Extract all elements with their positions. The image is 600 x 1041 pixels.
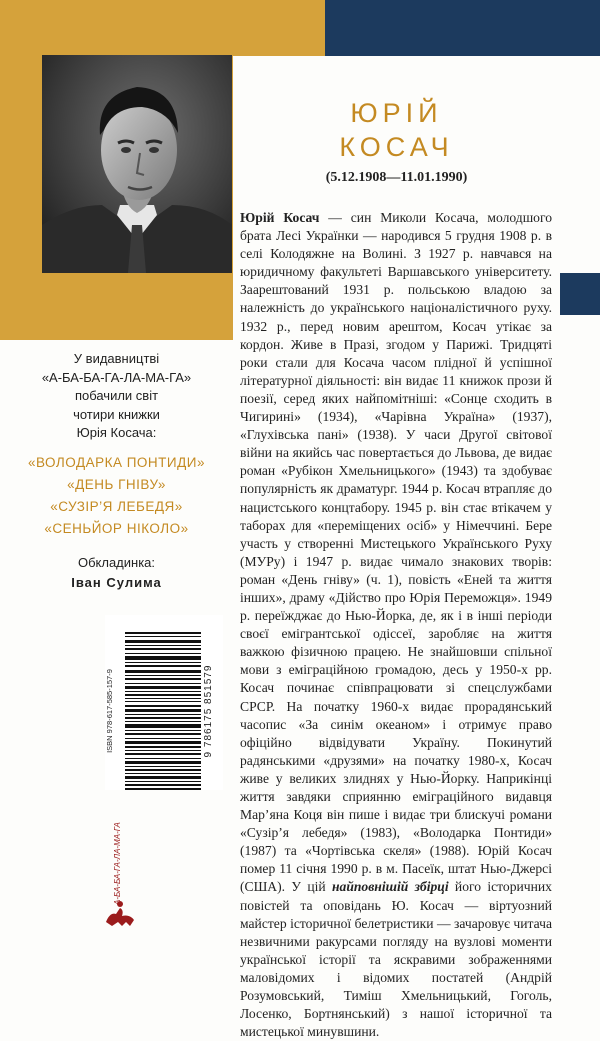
publisher-note-line: побачили світ xyxy=(74,388,159,403)
publisher-note-line: У видавництві xyxy=(73,351,160,366)
author-name-line1: ЮРІЙ xyxy=(350,98,443,128)
logo-text: А-БА-БА-ГА-ЛА-МА-ГА xyxy=(113,822,122,905)
bio-text-part2: його історичних повістей та оповідань Ю. Косач — віртуозний майстер історичної белетристики — зачаровує читача незвичними ракурсами погляду на вузлові моменти української історії та яскравими зображеннями маловідомих і відомих постатей (Андрій Розумовський, Тиміш Хмельницький, Гоголь, Лосенко, Бортнянський) з нашої історичної та мистецької минувшини. xyxy=(240,879,552,1040)
barcode-digits-text: 9 786175 851579 xyxy=(203,664,214,758)
cover-credit-label: Обкладинка: xyxy=(77,555,156,570)
book-title: «СЕНЬЙОР НІКОЛО» xyxy=(44,521,189,536)
author-portrait xyxy=(42,55,232,273)
book-title: «ДЕНЬ ГНІВУ» xyxy=(67,477,166,492)
author-dates: (5.12.1908—11.01.1990) xyxy=(325,170,468,185)
isbn-label xyxy=(105,632,119,790)
cover-artist-name: Іван Сулима xyxy=(71,575,162,590)
book-title: «СУЗІР’Я ЛЕБЕДЯ» xyxy=(50,499,183,514)
navy-band-side xyxy=(560,273,600,315)
author-name xyxy=(233,96,560,164)
navy-band-top xyxy=(325,0,600,56)
isbn-text: ISBN 978-617-585-157-9 xyxy=(105,669,114,753)
book-title: «ВОЛОДАРКА ПОНТИДИ» xyxy=(27,455,205,470)
bio-text-part1: — син Миколи Косача, молодшого брата Лесі Українки — народився 5 грудня 1908 р. в селі Колодяжне на Волині. З 1927 р. навчався на юридичному факультеті Варшавського університету. Заарештований 1931 р. польською владою за належність до українського націоналістичного руху. 1932 р., перед новим арештом, Косач утікає за кордон. Живе в Празі, згодом у Парижі. Тридцяті роки стали для Косача часом плідної й успішної літературної діяльності: він видає 11 книжок прози й поезії, серед яких найпомітніші: «Сонце сходить в Чигирині» (1934), «Чарівна Україна» (1937), «Глухівська пані» (1938). У часи Другої світової війни на якийсь час повертається до Львова, де видає роман «Рубікон Хмельницького» (1943) та здобуває популярність як драматург. 1944 р. Косач втрапляє до нацистського концтабору. 1945 р. він стає втікачем у таборах для «переміщених осіб» у Німеччині. Бере участь у створенні Мистецького Українського Руху (МУРу) і 1947 р. видає чимало знакових творів: роман «День гніву» (ч. 1), повість «Еней та життя інших», драму «Дійство про Юрія Переможця». 1949 р. переїжджає до Нью-Йорка, де, як і в інші періоди своєї емігрантської одіссеї, заробляє на життя важкою фізичною працею. Не знайшовши спільної мови з еміграційною громадою, десь у 1950-х рр. Косач починає співпрацювати зі спецслужбами СРСР. На початку 1960-х видає прорадянський часопис «За синім океаном» і отримує право офіційно відвідувати Україну. Покинутий радянськими «друзями» на початку 1980-х, Косач живе у великих злиднях у Нью-Йорку. Наприкінці життя завдяки сприянню еміграційного видавця Мар’яна Коця він пише і видає три блискучі романи «Сузір’я лебедя» (1983), «Володарка Понтиди» (1987) та «Чортівська скеля» (1988). Юрій Косач помер 11 січня 1990 р. в м. Пасеїк, штат Нью-Джерсі (США). У цій xyxy=(240,210,552,895)
barcode-number xyxy=(203,630,217,792)
publisher-note-line: Юрія Косача: xyxy=(76,425,157,440)
book-list xyxy=(10,452,223,540)
bio-emphasis: найповнішій збірці xyxy=(331,879,449,895)
publisher-logo-text xyxy=(113,822,125,905)
cover-credit xyxy=(10,553,223,593)
publisher-note xyxy=(10,350,223,443)
barcode-bars xyxy=(125,632,201,790)
bio-lead-name: Юрій Косач xyxy=(240,210,320,225)
author-biography xyxy=(240,209,552,1041)
portrait-image xyxy=(42,55,232,273)
author-name-line2: КОСАЧ xyxy=(339,132,454,162)
publisher-note-line: «А-БА-БА-ГА-ЛА-МА-ГА» xyxy=(41,369,192,385)
publisher-note-line: чотири книжки xyxy=(73,406,160,422)
